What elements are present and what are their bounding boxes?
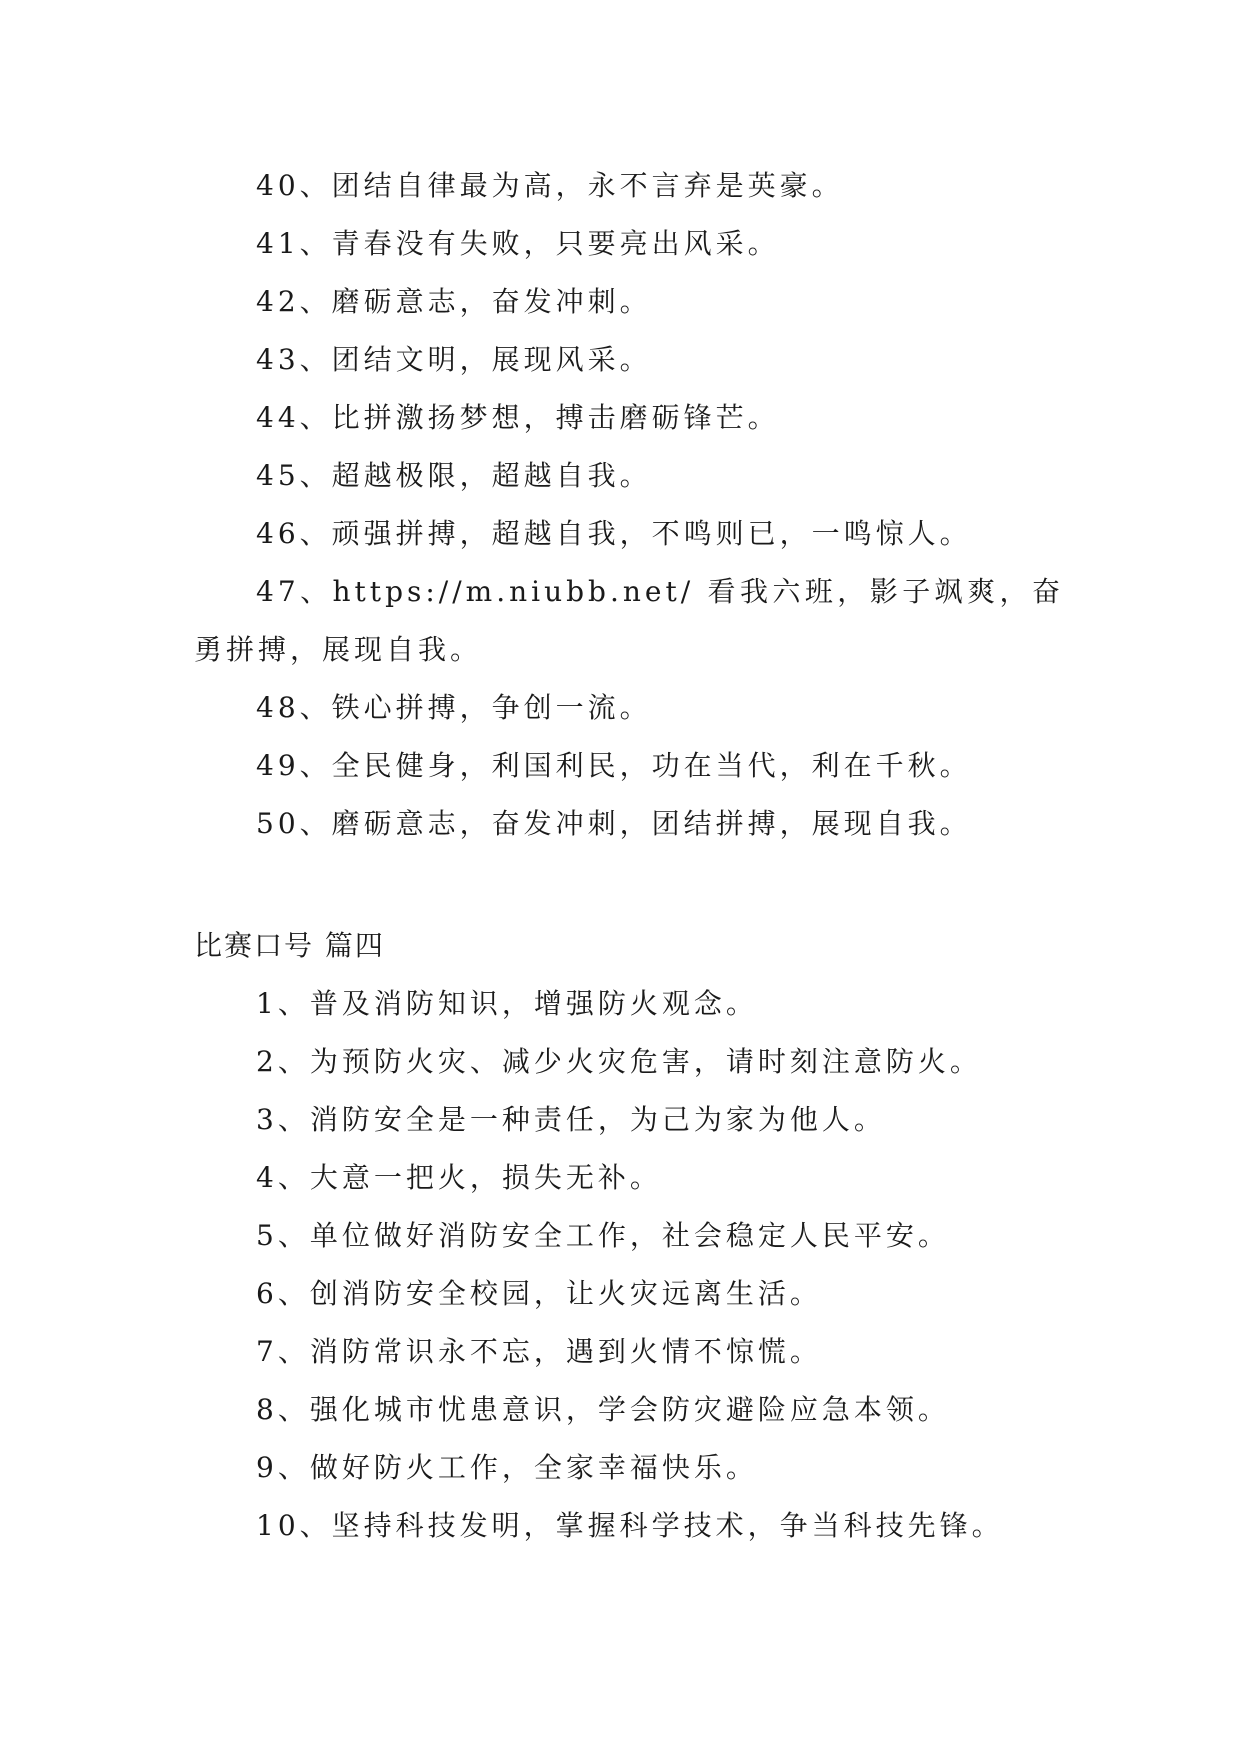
list-item: 40、团结自律最为高，永不言弃是英豪。 [256, 169, 844, 202]
list-item: 44、比拼激扬梦想，搏击磨砺锋芒。 [256, 401, 780, 434]
list-item: 49、全民健身，利国利民，功在当代，利在千秋。 [256, 749, 972, 782]
list-item: 7、消防常识永不忘，遇到火情不惊慌。 [256, 1335, 822, 1368]
list-item: 5、单位做好消防安全工作，社会稳定人民平安。 [256, 1219, 950, 1252]
list-item: 10、坚持科技发明，掌握科学技术，争当科技先锋。 [256, 1509, 1004, 1542]
slogan-section-four [194, 917, 1064, 1555]
list-item: 4、大意一把火，损失无补。 [256, 1161, 662, 1194]
list-item: 1、普及消防知识，增强防火观念。 [256, 987, 758, 1020]
list-item: 50、磨砺意志，奋发冲刺，团结拼搏，展现自我。 [256, 807, 972, 840]
list-item: 45、超越极限，超越自我。 [256, 459, 652, 492]
list-item: 43、团结文明，展现风采。 [256, 343, 652, 376]
list-item: 46、顽强拼搏，超越自我，不鸣则已，一鸣惊人。 [256, 517, 972, 550]
list-item: 47、https://m.niubb.net/ 看我六班，影子飒爽，奋勇拼搏，展现自我。 [194, 575, 1064, 666]
list-item: 48、铁心拼搏，争创一流。 [256, 691, 652, 724]
list-item: 6、创消防安全校园，让火灾远离生活。 [256, 1277, 822, 1310]
list-item: 3、消防安全是一种责任，为己为家为他人。 [256, 1103, 886, 1136]
list-item: 2、为预防火灾、减少火灾危害，请时刻注意防火。 [256, 1045, 982, 1078]
list-item: 9、做好防火工作，全家幸福快乐。 [256, 1451, 758, 1484]
list-item: 41、青春没有失败，只要亮出风采。 [256, 227, 780, 260]
slogan-list-part-three [194, 157, 1064, 853]
list-item: 8、强化城市忧患意识，学会防灾避险应急本领。 [256, 1393, 950, 1426]
list-item: 42、磨砺意志，奋发冲刺。 [256, 285, 652, 318]
section-heading: 比赛口号 篇四 [194, 929, 385, 962]
